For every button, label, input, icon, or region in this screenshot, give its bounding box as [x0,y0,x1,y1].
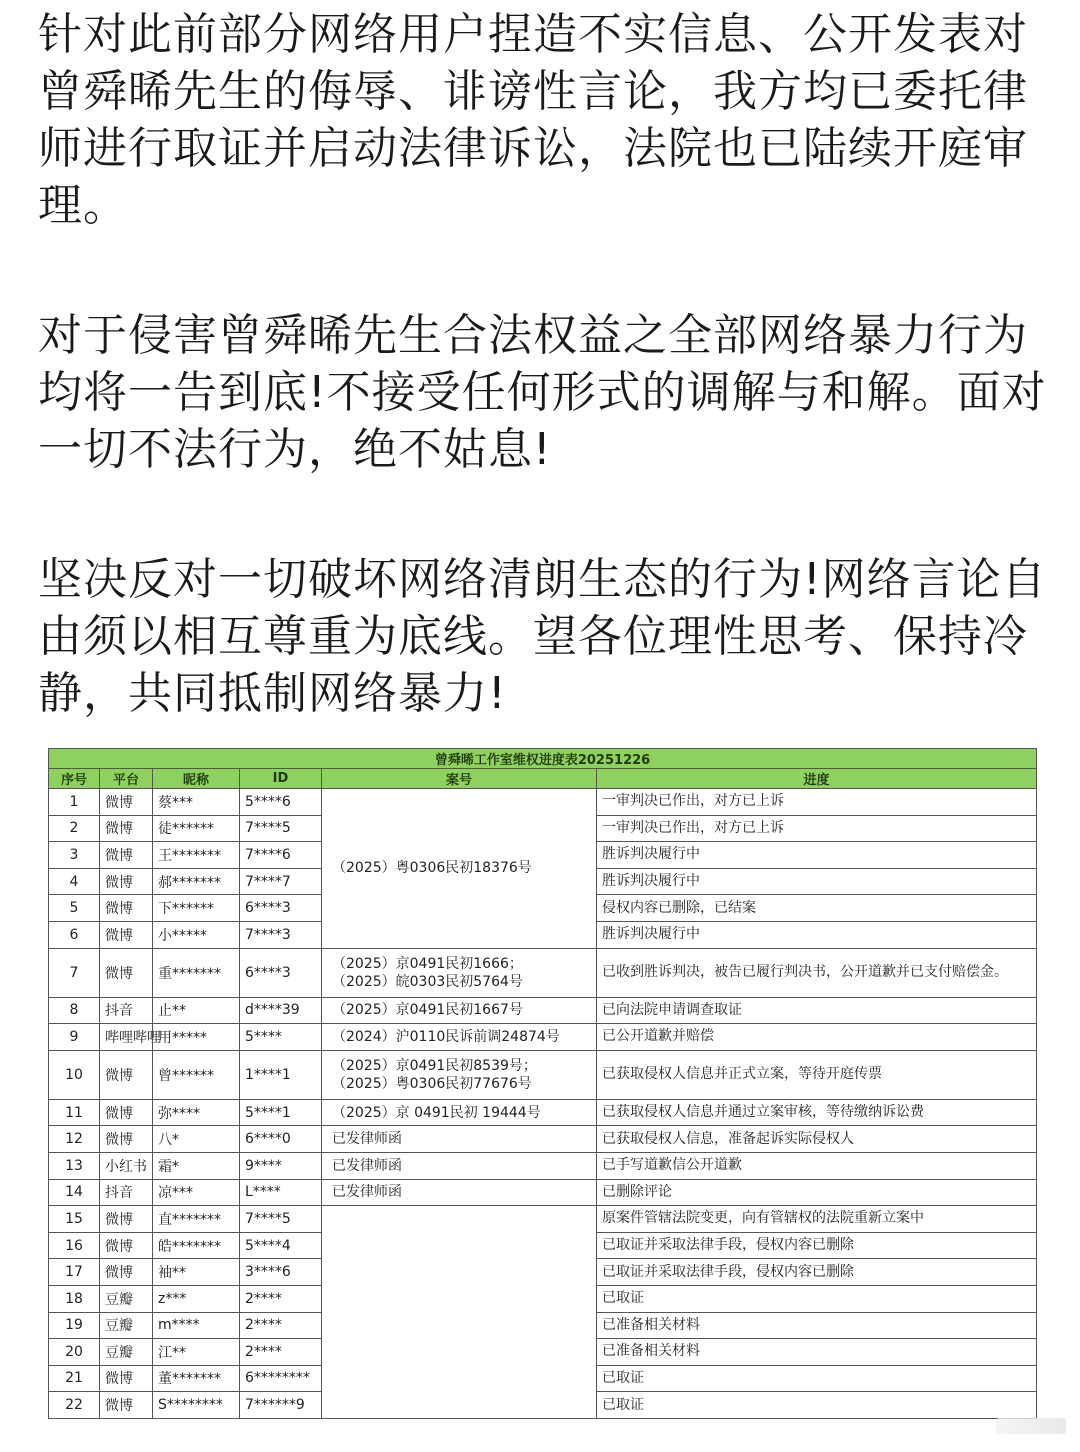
cell-progress: 胜诉判决履行中 [597,842,1037,869]
cell-nickname: m**** [153,1312,240,1339]
cell-platform: 微博 [100,1099,153,1126]
post-paragraph-1: 针对此前部分网络用户捏造不实信息、公开发表对曾舜晞先生的侮辱、诽谤性言论，我方均已委托律师进行取证并启动法律诉讼，法院也已陆续开庭审理。 [38,9,1028,231]
header-progress: 进度 [597,769,1037,789]
table-body [49,789,1037,1419]
cell-progress: 已准备相关材料 [597,1312,1037,1339]
cell-id: 6****3 [240,948,322,997]
cell-no: 9 [49,1024,100,1051]
cell-id: 7******9 [240,1392,322,1419]
cell-progress: 已获取侵权人信息并通过立案审核，等待缴纳诉讼费 [597,1099,1037,1126]
table-row [49,1024,1037,1051]
cell-id: 3****6 [240,1259,322,1286]
cell-case: 已发律师函 [322,1152,597,1179]
cell-platform: 微博 [100,1365,153,1392]
cell-nickname: 重******* [153,948,240,997]
cell-no: 14 [49,1179,100,1206]
cell-progress: 已取证并采取法律手段，侵权内容已删除 [597,1259,1037,1286]
cell-platform: 微博 [100,1232,153,1259]
cell-no: 4 [49,868,100,895]
post-paragraph-2: 对于侵害曾舜晞先生合法权益之全部网络暴力行为均将一告到底!不接受任何形式的调解与和解。面对一切不法行为，绝不姑息! [38,310,1047,475]
cell-platform: 微博 [100,895,153,922]
table-row [49,789,1037,816]
table-row [49,1126,1037,1153]
cell-no: 18 [49,1285,100,1312]
cell-no: 20 [49,1339,100,1366]
cell-case: 已发律师函 [322,1179,597,1206]
cell-progress: 已向法院申请调查取证 [597,997,1037,1024]
cell-progress: 已公开道歉并赔偿 [597,1024,1037,1051]
cell-id: 5****1 [240,1099,322,1126]
cell-no: 17 [49,1259,100,1286]
cell-progress: 已手写道歉信公开道歉 [597,1152,1037,1179]
cell-no: 22 [49,1392,100,1419]
cell-platform: 微博 [100,1392,153,1419]
cell-no: 12 [49,1126,100,1153]
watermark [996,1418,1066,1434]
cell-id: 5****6 [240,789,322,816]
cell-progress: 已取证 [597,1392,1037,1419]
cell-no: 6 [49,921,100,948]
cell-nickname: 霜* [153,1152,240,1179]
cell-case: （2025）京0491民初1666； （2025）皖0303民初5764号 [322,948,597,997]
cell-no: 1 [49,789,100,816]
cell-platform: 豆瓣 [100,1285,153,1312]
cell-platform: 微博 [100,842,153,869]
cell-progress: 已取证 [597,1365,1037,1392]
cell-no: 19 [49,1312,100,1339]
cell-progress: 胜诉判决履行中 [597,921,1037,948]
cell-id: 7****5 [240,815,322,842]
cell-nickname: S******** [153,1392,240,1419]
cell-platform: 哔哩哔哩 [100,1024,153,1051]
cell-no: 3 [49,842,100,869]
cell-progress: 已准备相关材料 [597,1339,1037,1366]
cell-id: L**** [240,1179,322,1206]
cell-case-merged: （2025）粤0306民初18376号 [322,789,597,949]
cell-id: 7****5 [240,1206,322,1233]
cell-id: 2**** [240,1312,322,1339]
cell-nickname: 袖** [153,1259,240,1286]
cell-id: 2**** [240,1339,322,1366]
table-row [49,1050,1037,1099]
cell-no: 13 [49,1152,100,1179]
cell-platform: 微博 [100,948,153,997]
cell-nickname: 止** [153,997,240,1024]
cell-nickname: 董******* [153,1365,240,1392]
header-no: 序号 [49,769,100,789]
cell-progress: 已取证 [597,1285,1037,1312]
cell-no: 15 [49,1206,100,1233]
cell-id: 6******** [240,1365,322,1392]
cell-nickname: 用***** [153,1024,240,1051]
cell-id: 7****7 [240,868,322,895]
cell-nickname: 弥**** [153,1099,240,1126]
header-case: 案号 [322,769,597,789]
cell-nickname: 下****** [153,895,240,922]
cell-platform: 抖音 [100,997,153,1024]
cell-nickname: 直******* [153,1206,240,1233]
cell-platform: 微博 [100,815,153,842]
cell-nickname: z*** [153,1285,240,1312]
rights-progress-table-image[interactable] [48,748,1036,1419]
post-paragraph-3: 坚决反对一切破坏网络清朗生态的行为!网络言论自由须以相互尊重为底线。望各位理性思考、保持冷静，共同抵制网络暴力! [38,554,1047,719]
table-row [49,1099,1037,1126]
cell-progress: 胜诉判决履行中 [597,868,1037,895]
cell-no: 2 [49,815,100,842]
cell-no: 10 [49,1050,100,1099]
table-row [49,997,1037,1024]
cell-no: 21 [49,1365,100,1392]
cell-nickname: 凉*** [153,1179,240,1206]
cell-platform: 豆瓣 [100,1339,153,1366]
cell-progress: 已收到胜诉判决，被告已履行判决书，公开道歉并已支付赔偿金。 [597,948,1037,997]
cell-progress: 已获取侵权人信息并正式立案，等待开庭传票 [597,1050,1037,1099]
cell-platform: 微博 [100,868,153,895]
cell-nickname: 蔡*** [153,789,240,816]
cell-progress: 一审判决已作出，对方已上诉 [597,789,1037,816]
cell-platform: 抖音 [100,1179,153,1206]
cell-id: 7****3 [240,921,322,948]
cell-id: 5****4 [240,1232,322,1259]
table-row [49,948,1037,997]
cell-case: （2025）京 0491民初 19444号 [322,1099,597,1126]
cell-case: 已发律师函 [322,1126,597,1153]
cell-id: 7****6 [240,842,322,869]
cell-nickname: 王******* [153,842,240,869]
rights-progress-table [48,748,1037,1419]
cell-platform: 微博 [100,1206,153,1233]
cell-no: 8 [49,997,100,1024]
cell-progress: 一审判决已作出，对方已上诉 [597,815,1037,842]
table-row [49,1206,1037,1233]
cell-id: d****39 [240,997,322,1024]
cell-case: （2025）京0491民初8539号； （2025）粤0306民初77676号 [322,1050,597,1099]
cell-no: 16 [49,1232,100,1259]
cell-progress: 已获取侵权人信息，准备起诉实际侵权人 [597,1126,1037,1153]
header-id: ID [240,769,322,789]
cell-nickname: 皓******* [153,1232,240,1259]
cell-nickname: 江** [153,1339,240,1366]
cell-platform: 微博 [100,1050,153,1099]
cell-id: 1****1 [240,1050,322,1099]
cell-platform: 小红书 [100,1152,153,1179]
cell-no: 5 [49,895,100,922]
cell-case: （2025）京0491民初1667号 [322,997,597,1024]
cell-nickname: 徒****** [153,815,240,842]
cell-nickname: 曾****** [153,1050,240,1099]
cell-platform: 微博 [100,921,153,948]
cell-no: 11 [49,1099,100,1126]
cell-platform: 豆瓣 [100,1312,153,1339]
cell-platform: 微博 [100,1126,153,1153]
cell-id: 9**** [240,1152,322,1179]
table-title: 曾舜晞工作室维权进度表20251226 [49,749,1037,769]
cell-case: （2024）沪0110民诉前调24874号 [322,1024,597,1051]
cell-no: 7 [49,948,100,997]
cell-progress: 侵权内容已删除，已结案 [597,895,1037,922]
cell-progress: 已取证并采取法律手段，侵权内容已删除 [597,1232,1037,1259]
cell-nickname: 郝******* [153,868,240,895]
cell-nickname: 八* [153,1126,240,1153]
cell-case-empty [322,1206,597,1419]
cell-id: 6****0 [240,1126,322,1153]
table-row [49,1179,1037,1206]
cell-id: 2**** [240,1285,322,1312]
table-row [49,1152,1037,1179]
header-platform: 平台 [100,769,153,789]
cell-platform: 微博 [100,1259,153,1286]
cell-progress: 已删除评论 [597,1179,1037,1206]
cell-id: 6****3 [240,895,322,922]
cell-platform: 微博 [100,789,153,816]
post-body [38,6,1053,795]
cell-nickname: 小***** [153,921,240,948]
header-nickname: 昵称 [153,769,240,789]
cell-progress: 原案件管辖法院变更，向有管辖权的法院重新立案中 [597,1206,1037,1233]
cell-id: 5**** [240,1024,322,1051]
